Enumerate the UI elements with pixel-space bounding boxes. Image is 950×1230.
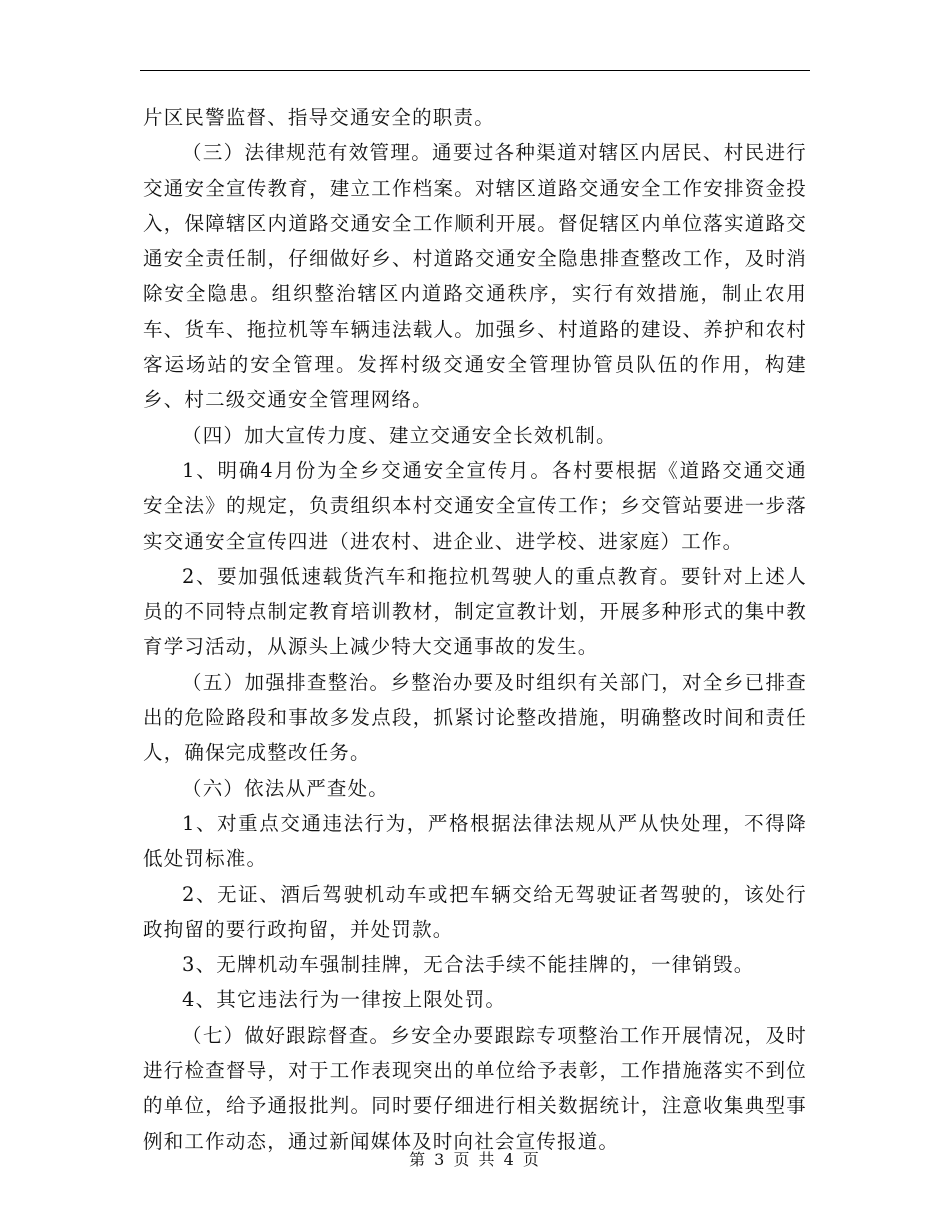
paragraph-section-4-item-2: 2、要加强低速载货汽车和拖拉机驾驶人的重点教育。要针对上述人员的不同特点制定教育培训教材，制定宣教计划，开展多种形式的集中教育学习活动，从源头上减少特大交通事故的发生。 (143, 564, 807, 659)
paragraph-section-6-item-1: 1、对重点交通违法行为，严格根据法律法规从严从快处理，不得降低处罚标准。 (143, 811, 807, 871)
paragraph-section-7: （七）做好跟踪督查。乡安全办要跟踪专项整治工作开展情况，及时进行检查督导，对于工作表现突出的单位给予表彰，工作措施落实不到位的单位，给予通报批判。同时要仔细进行相关数据统计，注意收集典型事例和工作动态，通过新闻媒体及时向社会宣传报道。 (143, 1023, 807, 1153)
paragraph-continuation: 片区民警监督、指导交通安全的职责。 (143, 106, 495, 129)
paragraph-section-6-heading: （六）依法从严查处。 (182, 776, 390, 800)
paragraph-section-4-heading: （四）加大宣传力度、建立交通安全长效机制。 (182, 423, 617, 447)
paragraph-section-6-item-4: 4、其它违法行为一律按上限处罚。 (182, 988, 507, 1012)
paragraph-section-5: （五）加强排查整治。乡整治办要及时组织有关部门，对全乡已排查出的危险路段和事故多发点段，抓紧讨论整改措施，明确整改时间和责任人，确保完成整改任务。 (143, 670, 807, 765)
header-divider (140, 70, 810, 71)
paragraph-section-6-item-3: 3、无牌机动车强制挂牌，无合法手续不能挂牌的，一律销毁。 (182, 953, 755, 977)
paragraph-section-3: （三）法律规范有效管理。通要过各种渠道对辖区内居民、村民进行交通安全宣传教育，建立工作档案。对辖区道路交通安全工作安排资金投入，保障辖区内道路交通安全工作顺利开展。督促辖区内单位落实道路交通安全责任制，仔细做好乡、村道路交通安全隐患排查整改工作，及时消除安全隐患。组织整治辖区内道路交通秩序，实行有效措施，制止农用车、货车、拖拉机等车辆违法载人。加强乡、村道路的建设、养护和农村客运场站的安全管理。发挥村级交通安全管理协管员队伍的作用，构建乡、村二级交通安全管理网络。 (143, 141, 807, 412)
paragraph-section-4-item-1: 1、明确4月份为全乡交通安全宣传月。各村要根据《道路交通交通安全法》的规定，负责组织本村交通安全宣传工作；乡交管站要进一步落实交通安全宣传四进（进农村、进企业、进学校、进家庭）工作。 (143, 458, 807, 553)
page-number: 第 3 页 共 4 页 (409, 1150, 541, 1169)
document-body (143, 100, 807, 1159)
paragraph-section-6-item-2: 2、无证、酒后驾驶机动车或把车辆交给无驾驶证者驾驶的，该处行政拘留的要行政拘留，并处罚款。 (143, 882, 807, 941)
